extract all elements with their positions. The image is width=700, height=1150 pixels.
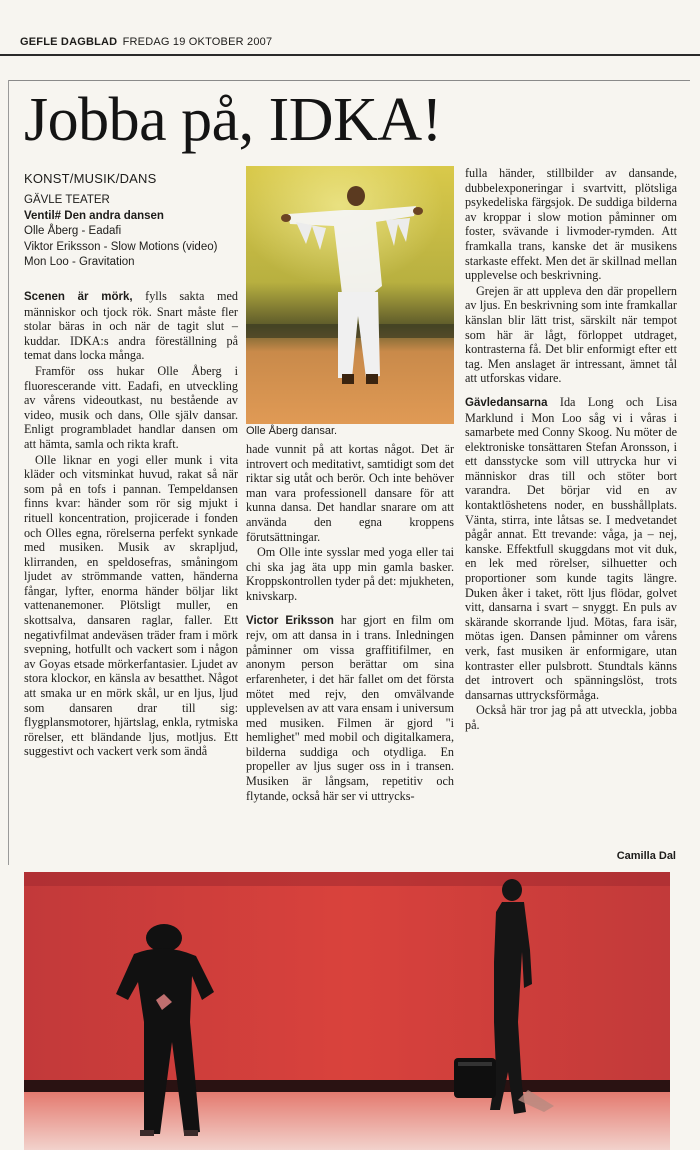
article-column-2	[246, 442, 454, 803]
article-column-3	[465, 166, 677, 733]
lead-in: Victor Eriksson	[246, 614, 334, 627]
top-rule	[0, 54, 700, 56]
issue-date: FREDAG 19 OKTOBER 2007	[122, 36, 273, 48]
credit-line: Viktor Eriksson - Slow Motions (video)	[24, 240, 218, 253]
article-column-1	[24, 289, 238, 759]
byline: Camilla Dal	[616, 850, 676, 862]
photo-caption: Olle Åberg dansar.	[246, 425, 338, 437]
paragraph: Scenen är mörk, fylls sakta med människor och tjock rök. Snart måste fler stolar bäras in och när de tagit slut – kuddar. IDKA:s andra föreställning på temat dans locka många.	[24, 289, 238, 363]
paragraph: Gävledansarna Ida Long och Lisa Marklund i Mon Loo såg vi i våras i samarbete med Conny Skoog. Nu möter de elektroniske tonsättaren Stefan Aronsson, i ett dansstycke som vill uttrycka hur vi människor dras till och stöter bort varandra. Det börjar vid en av kontaktlöshetens noder, en busshållplats. Vänta, stirra, inte låtsas se. I medvetandet pågår annat. Ett trevande: våga, ja – nej, kanske. Effektfull skuggdans mot vit duk, en lek med rörelser, silhuetter och proportioner som kunde tagits längre. Duken åker i taket, rött ljus flödar, golvet vitt, dansarna i svart – snyggt. En puls av skärande skorrande ljud. Mötas, fara isär, mötas igen. Dansen påminner om vårens verk, fast musiken är enformigare, utan kontraster eller pulsbrott. Stundtals känns det introvert och spänningslöst, trots dansarnas uttrycksförmåga.	[465, 394, 677, 702]
paragraph: Om Olle inte sysslar med yoga eller tai chi ska jag äta upp min gamla basker. Kroppskontrollen tyder på det: mjukheten, knivskarp.	[246, 545, 454, 603]
dance-stage-photo	[24, 872, 670, 1150]
paragraph: Framför oss hukar Olle Åberg i fluorescerande vitt. Eadafi, en utveckling av vårens videoutkast, nu bestående av video, musik och dans, Olle själv dansar. Enligt programbladet handlar dansen om att hämta, samla och rikta kraft.	[24, 363, 238, 451]
lead-in: Gävledansarna	[465, 396, 548, 409]
venue: GÄVLE TEATER	[24, 194, 110, 206]
photo-mon-loo	[24, 872, 670, 1150]
masthead	[20, 36, 272, 48]
section-rule	[8, 80, 690, 81]
paragraph: Grejen är att uppleva den där propellern av ljus. En beskrivning som inte framkallar känslan blir lätt trist, särskilt när tempot som här är lågt, förloppet utdraget, kontrasterna få. Det blir enformigt efter ett tag. Men anslaget är intressant, ämnet tål att utforskas vidare.	[465, 283, 677, 386]
paragraph: Victor Eriksson har gjort en film om rejv, om att dansa in i trans. Inledningen påminner om vissa graffitifilmer, en anonym person berättar om sina erfarenheter, i det här fallet om det första mötet med rejv, den omvälvande upplevelsen av att vara ensam i universum med musiken. Filmen är gjord "i hemlighet" med mobil och digitalkamera, bilderna suddiga och otydliga. En propeller av ljus suger oss in i transen. Musiken är långsam, repetitiv och flytande, också här ser vi uttrycks-	[246, 612, 455, 803]
dancer-photo	[246, 166, 454, 424]
headline: Jobba på, IDKA!	[24, 86, 442, 154]
credit-line: Mon Loo - Gravitation	[24, 256, 135, 268]
left-column-rule	[8, 80, 9, 865]
paper-name: GEFLE DAGBLAD	[20, 36, 118, 48]
paragraph: Också här tror jag på att utveckla, jobba på.	[465, 703, 677, 732]
show-title: Ventil# Den andra dansen	[24, 209, 164, 222]
paragraph: fulla händer, stillbilder av dansande, dubbelexponeringar i svartvitt, plötsliga psykedeliska färgsjok. De suddiga bilderna av kroppar i slow motion påminner om foster, svävande i livmoder-rymden. Att framkalla trans, kanske det är musikens starkaste effekt. Men det är skillnad mellan upplevelse och beskrivning.	[465, 166, 677, 283]
paragraph: Olle liknar en yogi eller munk i vita kläder och vitsminkat huvud, rakat så när som på en tofs i pannan. Tempeldansen finns kvar: händer som rör sig mjukt i rituell koncentration, projicerade i fonden och Olles egna, rörelserna perfekt synkade med musiken. Musik av skrapljud, klirranden, en speldosefras, småningom ljudet av strömmande vatten, händerna fångar, lyfter, enorma händer böljar likt vattenanemoner. Plötsligt muller, en skottsalva, dansaren raglar, faller. Ett negativfilmat andeväsen träder fram i mörk svepning, hotfullt och vackert som i någon av Goyas etsade mörkerfantasier. Ljudet av stora klockor, en känsla av besatthet. Något att smaka ur en mörk skål, ur en ljus, ljud som dansaren drar till sig: flygplansmotorer, hjärtslag, enkla, rytmiska rörelser, ett bländande ljus, motljus. Ett suggestivt och vackert verk som ändå	[24, 452, 238, 759]
paragraph: hade vunnit på att kortas något. Det är introvert och meditativt, samtidigt som det riktar sig utåt och berör. Och inte behöver man vara professionell dansare för att kunna dansa. Det handlar snarare om att använda den egna kroppens förutsättningar.	[246, 442, 454, 544]
credit-line: Olle Åberg - Eadafi	[24, 225, 122, 237]
info-box	[24, 193, 234, 271]
photo-olle-aberg	[246, 166, 454, 424]
lead-in: Scenen är mörk,	[24, 291, 133, 303]
section-kicker: KONST/MUSIK/DANS	[24, 171, 157, 186]
